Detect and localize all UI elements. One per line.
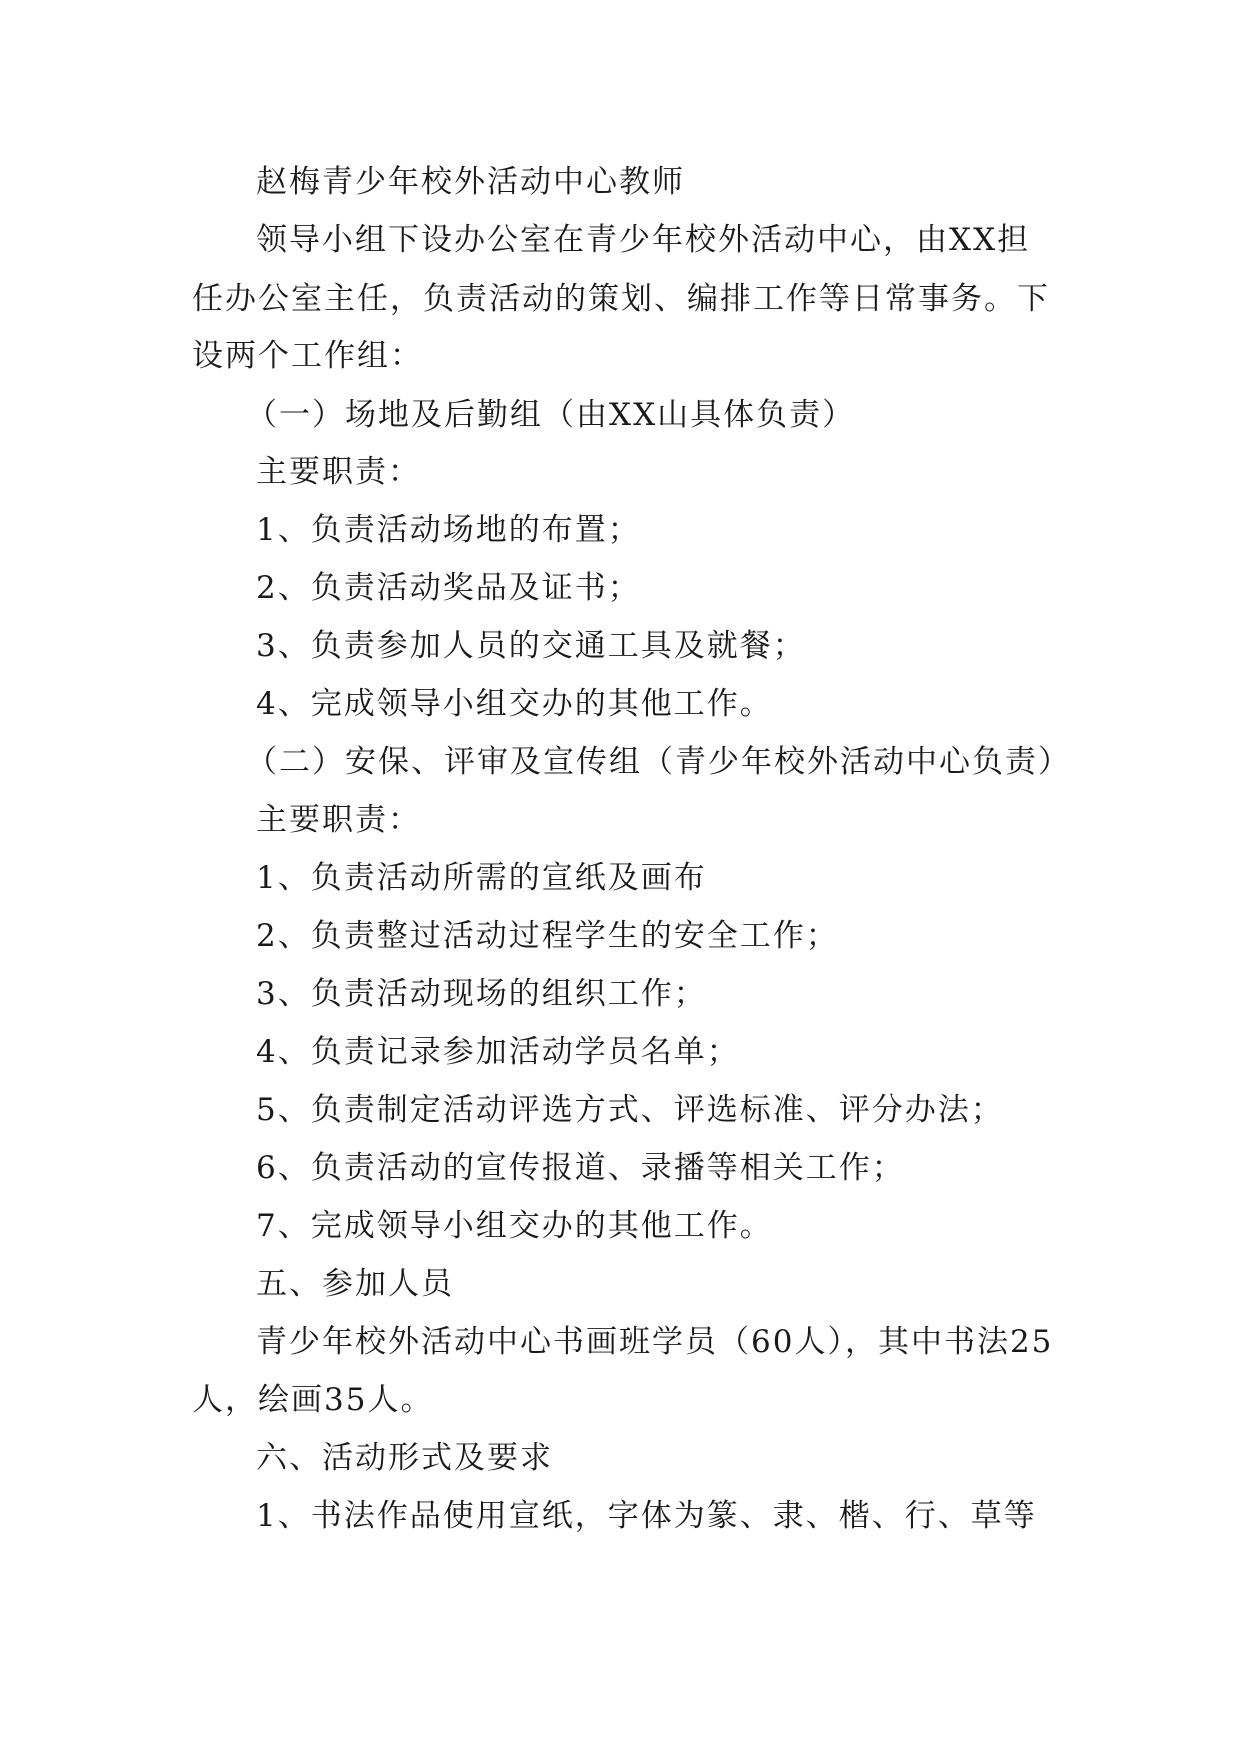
group-one-duty-1: 1、负责活动场地的布置； <box>256 512 641 548</box>
group-two-duties-label: 主要职责： <box>256 802 421 838</box>
participants-line-2: 人，绘画35人。 <box>192 1382 434 1418</box>
group-one-duties-label: 主要职责： <box>256 454 421 490</box>
group-one-duty-3: 3、负责参加人员的交通工具及就餐； <box>256 628 806 664</box>
participants-line-1: 青少年校外活动中心书画班学员（60人），其中书法25 <box>256 1324 1054 1360</box>
group-two-duty-1: 1、负责活动所需的宣纸及画布 <box>256 860 707 896</box>
group-two-heading: （二）安保、评审及宣传组（青少年校外活动中心负责） <box>246 744 1071 780</box>
group-two-duty-4: 4、负责记录参加活动学员名单； <box>256 1034 740 1070</box>
group-two-duty-3: 3、负责活动现场的组织工作； <box>256 976 707 1012</box>
group-one-duty-4: 4、完成领导小组交办的其他工作。 <box>256 686 773 722</box>
group-two-duty-5: 5、负责制定活动评选方式、评选标准、评分办法； <box>256 1092 1004 1128</box>
group-two-duty-6: 6、负责活动的宣传报道、录播等相关工作； <box>256 1150 905 1186</box>
office-paragraph-line-3: 设两个工作组： <box>192 338 423 374</box>
office-paragraph-line-2: 任办公室主任，负责活动的策划、编排工作等日常事务。下 <box>192 281 1050 317</box>
group-two-duty-2: 2、负责整过活动过程学生的安全工作； <box>256 918 839 954</box>
group-two-duty-7: 7、完成领导小组交办的其他工作。 <box>256 1208 773 1244</box>
group-one-duty-2: 2、负责活动奖品及证书； <box>256 570 641 606</box>
requirement-1: 1、书法作品使用宣纸，字体为篆、隶、楷、行、草等 <box>256 1498 1037 1534</box>
group-one-heading: （一）场地及后勤组（由XX山具体负责） <box>246 397 856 433</box>
section-five-heading: 五、参加人员 <box>256 1266 454 1302</box>
teacher-line: 赵梅青少年校外活动中心教师 <box>256 164 685 200</box>
section-six-heading: 六、活动形式及要求 <box>256 1440 553 1476</box>
office-paragraph-line-1: 领导小组下设办公室在青少年校外活动中心，由XX担 <box>256 222 1031 258</box>
